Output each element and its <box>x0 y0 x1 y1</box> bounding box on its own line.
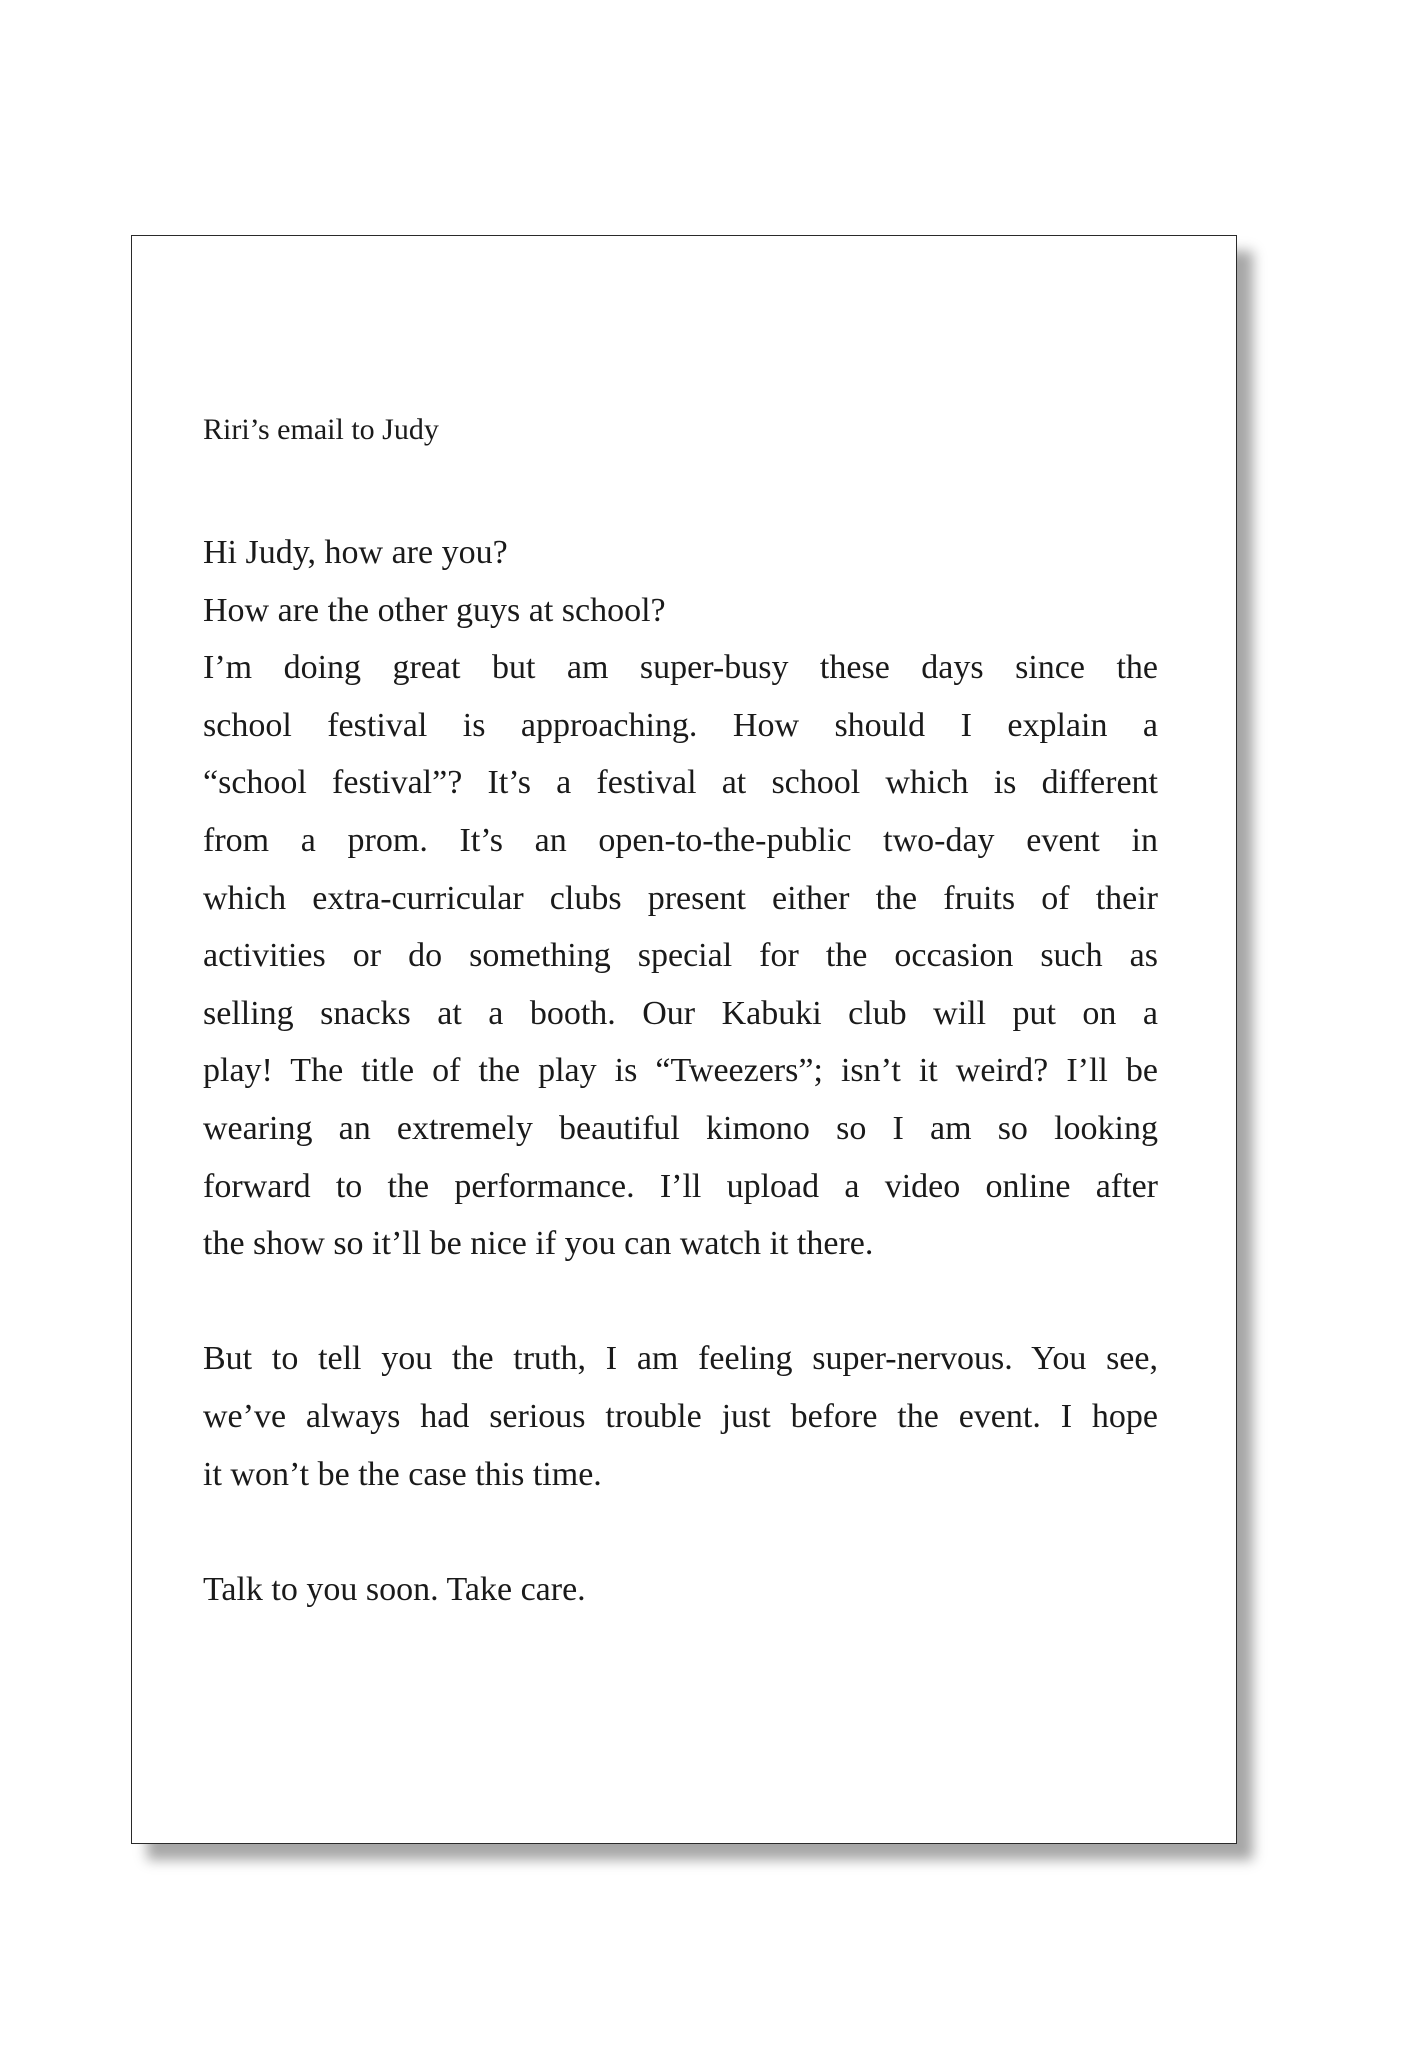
email-line: play! The title of the play is “Tweezers”; isn’t it weird? I’ll be <box>203 1052 1158 1090</box>
email-line: Hi Judy, how are you? <box>203 534 508 571</box>
email-line: selling snacks at a booth. Our Kabuki club will put on a <box>203 994 1158 1032</box>
email-line: it won’t be the case this time. <box>203 1455 602 1493</box>
email-card <box>131 235 1237 1844</box>
email-line: wearing an extremely beautiful kimono so I am so looking <box>203 1109 1158 1147</box>
email-heading: Riri’s email to Judy <box>203 413 439 446</box>
email-line: we’ve always had serious trouble just before the event. I hope <box>203 1397 1158 1435</box>
email-body <box>203 524 1158 1618</box>
email-line: activities or do something special for the occasion such as <box>203 937 1158 975</box>
email-line: I’m doing great but am super-busy these days since the <box>203 649 1158 687</box>
email-line: forward to the performance. I’ll upload a video online after <box>203 1167 1158 1205</box>
email-line: How are the other guys at school? <box>203 591 666 629</box>
email-paragraph <box>203 524 1158 1273</box>
email-line: school festival is approaching. How should I explain a <box>203 706 1158 744</box>
email-line: Talk to you soon. Take care. <box>203 1570 586 1608</box>
email-line: the show so it’ll be nice if you can watch it there. <box>203 1225 874 1263</box>
email-paragraph <box>203 1330 1158 1503</box>
email-line: which extra-curricular clubs present either the fruits of their <box>203 879 1158 917</box>
email-line: from a prom. It’s an open-to-the-public two-day event in <box>203 821 1158 859</box>
email-line: But to tell you the truth, I am feeling super-nervous. You see, <box>203 1340 1158 1378</box>
email-line: “school festival”? It’s a festival at school which is different <box>203 764 1158 802</box>
email-paragraph <box>203 1561 1158 1619</box>
